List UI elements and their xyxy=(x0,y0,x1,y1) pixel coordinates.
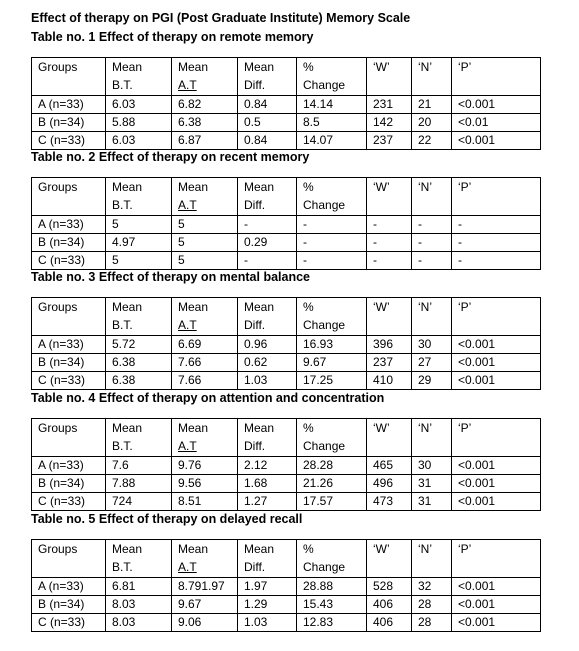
n-value-cell: - xyxy=(412,216,452,234)
mean-at-cell: 7.66 xyxy=(172,372,238,390)
mean-bt-cell: 6.38 xyxy=(106,372,172,390)
mean-bt-cell: 6.38 xyxy=(106,354,172,372)
n-value-cell: 28 xyxy=(412,596,452,614)
header-label: Mean xyxy=(112,180,143,194)
mean-at-cell: 6.69 xyxy=(172,336,238,354)
header-label: % xyxy=(303,300,314,314)
header-label: % xyxy=(303,180,314,194)
p-value-cell: <0.001 xyxy=(452,578,541,596)
header-label: Mean xyxy=(244,421,275,435)
w-value-cell: 237 xyxy=(367,354,412,372)
header-label: Mean xyxy=(244,542,275,556)
header-label: Mean xyxy=(112,542,143,556)
data-table xyxy=(31,297,541,390)
header-label: ‘P’ xyxy=(458,300,472,314)
header-n xyxy=(412,58,452,96)
percent-change-cell: - xyxy=(297,252,367,270)
header-row xyxy=(32,58,541,96)
mean-bt-cell: 6.03 xyxy=(106,96,172,114)
group-cell: B (n=34) xyxy=(32,114,106,132)
p-value-cell: <0.001 xyxy=(452,96,541,114)
header-percent-change xyxy=(297,540,367,578)
n-value-cell: - xyxy=(412,234,452,252)
p-value-cell: - xyxy=(452,216,541,234)
p-value-cell: <0.001 xyxy=(452,372,541,390)
mean-bt-cell: 724 xyxy=(106,493,172,511)
header-label: % xyxy=(303,60,314,74)
header-mean-bt xyxy=(106,540,172,578)
p-value-cell: <0.001 xyxy=(452,596,541,614)
header-label: A.T xyxy=(178,439,197,453)
percent-change-cell: 14.07 xyxy=(297,132,367,150)
header-mean-diff xyxy=(238,419,297,457)
header-w xyxy=(367,58,412,96)
w-value-cell: 142 xyxy=(367,114,412,132)
header-label: ‘N’ xyxy=(418,421,432,435)
header-label: ‘P’ xyxy=(458,542,472,556)
table-row xyxy=(32,578,541,596)
w-value-cell: - xyxy=(367,234,412,252)
mean-diff-cell: 1.68 xyxy=(238,475,297,493)
percent-change-cell: 14.14 xyxy=(297,96,367,114)
percent-change-cell: 9.67 xyxy=(297,354,367,372)
header-n xyxy=(412,298,452,336)
header-label: % xyxy=(303,421,314,435)
table-title: Table no. 2 Effect of therapy on recent memory xyxy=(31,150,310,164)
header-label: Mean xyxy=(178,300,209,314)
mean-at-cell: 8.51 xyxy=(172,493,238,511)
header-label: ‘P’ xyxy=(458,421,472,435)
header-label: B.T. xyxy=(112,439,133,453)
table-row xyxy=(32,493,541,511)
header-label: B.T. xyxy=(112,318,133,332)
header-label: A.T xyxy=(178,198,197,212)
w-value-cell: 473 xyxy=(367,493,412,511)
table-title: Table no. 5 Effect of therapy on delayed recall xyxy=(31,512,303,526)
header-label: Mean xyxy=(112,60,143,74)
header-label: Groups xyxy=(38,542,78,556)
header-label: ‘W’ xyxy=(373,300,390,314)
header-label: Change xyxy=(303,78,346,92)
header-w xyxy=(367,540,412,578)
percent-change-cell: 15.43 xyxy=(297,596,367,614)
header-mean-at xyxy=(172,540,238,578)
table-title: Table no. 3 Effect of therapy on mental balance xyxy=(31,270,310,284)
header-label: A.T xyxy=(178,78,197,92)
mean-diff-cell: 0.62 xyxy=(238,354,297,372)
w-value-cell: - xyxy=(367,216,412,234)
header-mean-at xyxy=(172,419,238,457)
header-label: ‘W’ xyxy=(373,60,390,74)
w-value-cell: 231 xyxy=(367,96,412,114)
table-row xyxy=(32,354,541,372)
data-table xyxy=(31,539,541,632)
header-label: Change xyxy=(303,439,346,453)
n-value-cell: 29 xyxy=(412,372,452,390)
header-label: ‘N’ xyxy=(418,60,432,74)
table-title: Table no. 4 Effect of therapy on attention and concentration xyxy=(31,391,385,405)
mean-diff-cell: 0.84 xyxy=(238,96,297,114)
mean-bt-cell: 6.81 xyxy=(106,578,172,596)
n-value-cell: - xyxy=(412,252,452,270)
mean-bt-cell: 7.6 xyxy=(106,457,172,475)
w-value-cell: - xyxy=(367,252,412,270)
group-cell: B (n=34) xyxy=(32,596,106,614)
mean-at-cell: 9.06 xyxy=(172,614,238,632)
header-label: Groups xyxy=(38,180,78,194)
header-row xyxy=(32,298,541,336)
header-p xyxy=(452,178,541,216)
group-cell: C (n=33) xyxy=(32,493,106,511)
header-label: Groups xyxy=(38,60,78,74)
header-label: Diff. xyxy=(244,318,266,332)
mean-diff-cell: 2.12 xyxy=(238,457,297,475)
mean-at-cell: 6.38 xyxy=(172,114,238,132)
group-cell: C (n=33) xyxy=(32,132,106,150)
header-label: ‘W’ xyxy=(373,542,390,556)
mean-diff-cell: - xyxy=(238,216,297,234)
header-w xyxy=(367,419,412,457)
mean-diff-cell: 0.84 xyxy=(238,132,297,150)
group-cell: A (n=33) xyxy=(32,216,106,234)
header-label: Mean xyxy=(178,542,209,556)
mean-bt-cell: 7.88 xyxy=(106,475,172,493)
header-p xyxy=(452,419,541,457)
header-label: Diff. xyxy=(244,560,266,574)
table-row xyxy=(32,614,541,632)
header-label: ‘P’ xyxy=(458,60,472,74)
header-label: Diff. xyxy=(244,439,266,453)
mean-at-cell: 9.67 xyxy=(172,596,238,614)
header-label: A.T xyxy=(178,318,197,332)
w-value-cell: 406 xyxy=(367,596,412,614)
mean-diff-cell: 1.29 xyxy=(238,596,297,614)
mean-bt-cell: 5.88 xyxy=(106,114,172,132)
w-value-cell: 410 xyxy=(367,372,412,390)
header-mean-bt xyxy=(106,58,172,96)
header-mean-at xyxy=(172,58,238,96)
header-label: Mean xyxy=(178,421,209,435)
group-cell: C (n=33) xyxy=(32,372,106,390)
group-cell: A (n=33) xyxy=(32,457,106,475)
header-mean-diff xyxy=(238,540,297,578)
header-n xyxy=(412,178,452,216)
p-value-cell: <0.001 xyxy=(452,132,541,150)
mean-at-cell: 9.56 xyxy=(172,475,238,493)
p-value-cell: - xyxy=(452,234,541,252)
n-value-cell: 31 xyxy=(412,475,452,493)
n-value-cell: 31 xyxy=(412,493,452,511)
data-table xyxy=(31,418,541,511)
mean-diff-cell: - xyxy=(238,252,297,270)
header-groups xyxy=(32,58,106,96)
header-row xyxy=(32,178,541,216)
mean-bt-cell: 5 xyxy=(106,252,172,270)
header-label: ‘N’ xyxy=(418,542,432,556)
header-p xyxy=(452,298,541,336)
header-mean-bt xyxy=(106,178,172,216)
percent-change-cell: 21.26 xyxy=(297,475,367,493)
header-w xyxy=(367,178,412,216)
mean-diff-cell: 1.27 xyxy=(238,493,297,511)
header-label: Diff. xyxy=(244,78,266,92)
header-label: Change xyxy=(303,198,346,212)
header-label: Groups xyxy=(38,300,78,314)
header-label: Mean xyxy=(112,421,143,435)
header-w xyxy=(367,298,412,336)
percent-change-cell: 16.93 xyxy=(297,336,367,354)
mean-bt-cell: 5 xyxy=(106,216,172,234)
mean-bt-cell: 8.03 xyxy=(106,614,172,632)
n-value-cell: 27 xyxy=(412,354,452,372)
table-row xyxy=(32,252,541,270)
p-value-cell: <0.001 xyxy=(452,457,541,475)
group-cell: B (n=34) xyxy=(32,354,106,372)
header-label: A.T xyxy=(178,560,197,574)
table-row xyxy=(32,596,541,614)
percent-change-cell: 12.83 xyxy=(297,614,367,632)
percent-change-cell: 28.88 xyxy=(297,578,367,596)
w-value-cell: 528 xyxy=(367,578,412,596)
table-row xyxy=(32,457,541,475)
p-value-cell: <0.01 xyxy=(452,114,541,132)
header-label: % xyxy=(303,542,314,556)
mean-at-cell: 9.76 xyxy=(172,457,238,475)
header-label: Change xyxy=(303,560,346,574)
group-cell: B (n=34) xyxy=(32,475,106,493)
header-n xyxy=(412,540,452,578)
mean-diff-cell: 1.97 xyxy=(238,578,297,596)
table-row xyxy=(32,96,541,114)
header-row xyxy=(32,419,541,457)
header-label: ‘W’ xyxy=(373,421,390,435)
group-cell: A (n=33) xyxy=(32,96,106,114)
group-cell: C (n=33) xyxy=(32,252,106,270)
table-row xyxy=(32,132,541,150)
w-value-cell: 396 xyxy=(367,336,412,354)
n-value-cell: 28 xyxy=(412,614,452,632)
header-label: Mean xyxy=(178,180,209,194)
header-label: ‘P’ xyxy=(458,180,472,194)
table-row xyxy=(32,216,541,234)
mean-bt-cell: 4.97 xyxy=(106,234,172,252)
n-value-cell: 30 xyxy=(412,336,452,354)
w-value-cell: 406 xyxy=(367,614,412,632)
n-value-cell: 21 xyxy=(412,96,452,114)
mean-diff-cell: 0.96 xyxy=(238,336,297,354)
header-mean-diff xyxy=(238,58,297,96)
percent-change-cell: - xyxy=(297,234,367,252)
group-cell: C (n=33) xyxy=(32,614,106,632)
p-value-cell: <0.001 xyxy=(452,354,541,372)
table-row xyxy=(32,234,541,252)
mean-at-cell: 5 xyxy=(172,216,238,234)
p-value-cell: <0.001 xyxy=(452,493,541,511)
header-groups xyxy=(32,178,106,216)
header-label: Groups xyxy=(38,421,78,435)
header-groups xyxy=(32,419,106,457)
header-mean-bt xyxy=(106,419,172,457)
document-heading: Effect of therapy on PGI (Post Graduate Institute) Memory Scale xyxy=(31,11,411,25)
header-percent-change xyxy=(297,178,367,216)
header-p xyxy=(452,540,541,578)
n-value-cell: 20 xyxy=(412,114,452,132)
w-value-cell: 465 xyxy=(367,457,412,475)
header-label: Mean xyxy=(244,60,275,74)
n-value-cell: 32 xyxy=(412,578,452,596)
header-label: Mean xyxy=(178,60,209,74)
mean-at-cell: 8.791.97 xyxy=(172,578,238,596)
header-percent-change xyxy=(297,419,367,457)
header-mean-at xyxy=(172,178,238,216)
header-label: B.T. xyxy=(112,198,133,212)
header-label: Mean xyxy=(244,300,275,314)
header-mean-at xyxy=(172,298,238,336)
data-table xyxy=(31,57,541,150)
mean-at-cell: 5 xyxy=(172,234,238,252)
mean-bt-cell: 6.03 xyxy=(106,132,172,150)
n-value-cell: 22 xyxy=(412,132,452,150)
percent-change-cell: 8.5 xyxy=(297,114,367,132)
header-label: ‘N’ xyxy=(418,180,432,194)
group-cell: A (n=33) xyxy=(32,336,106,354)
table-row xyxy=(32,475,541,493)
header-groups xyxy=(32,540,106,578)
header-label: Mean xyxy=(112,300,143,314)
header-label: ‘N’ xyxy=(418,300,432,314)
table-row xyxy=(32,336,541,354)
header-label: B.T. xyxy=(112,560,133,574)
table-row xyxy=(32,372,541,390)
group-cell: B (n=34) xyxy=(32,234,106,252)
p-value-cell: <0.001 xyxy=(452,336,541,354)
table-row xyxy=(32,114,541,132)
header-label: Diff. xyxy=(244,198,266,212)
header-label: Mean xyxy=(244,180,275,194)
percent-change-cell: 28.28 xyxy=(297,457,367,475)
w-value-cell: 237 xyxy=(367,132,412,150)
mean-at-cell: 7.66 xyxy=(172,354,238,372)
header-percent-change xyxy=(297,58,367,96)
percent-change-cell: 17.57 xyxy=(297,493,367,511)
mean-at-cell: 6.82 xyxy=(172,96,238,114)
percent-change-cell: 17.25 xyxy=(297,372,367,390)
header-label: Change xyxy=(303,318,346,332)
mean-at-cell: 5 xyxy=(172,252,238,270)
p-value-cell: - xyxy=(452,252,541,270)
p-value-cell: <0.001 xyxy=(452,475,541,493)
header-n xyxy=(412,419,452,457)
header-mean-diff xyxy=(238,298,297,336)
header-groups xyxy=(32,298,106,336)
header-percent-change xyxy=(297,298,367,336)
mean-diff-cell: 1.03 xyxy=(238,372,297,390)
header-row xyxy=(32,540,541,578)
mean-bt-cell: 5.72 xyxy=(106,336,172,354)
header-label: ‘W’ xyxy=(373,180,390,194)
header-mean-diff xyxy=(238,178,297,216)
header-p xyxy=(452,58,541,96)
n-value-cell: 30 xyxy=(412,457,452,475)
mean-diff-cell: 1.03 xyxy=(238,614,297,632)
header-mean-bt xyxy=(106,298,172,336)
percent-change-cell: - xyxy=(297,216,367,234)
group-cell: A (n=33) xyxy=(32,578,106,596)
mean-diff-cell: 0.5 xyxy=(238,114,297,132)
w-value-cell: 496 xyxy=(367,475,412,493)
p-value-cell: <0.001 xyxy=(452,614,541,632)
mean-at-cell: 6.87 xyxy=(172,132,238,150)
table-title: Table no. 1 Effect of therapy on remote memory xyxy=(31,30,314,44)
header-label: B.T. xyxy=(112,78,133,92)
data-table xyxy=(31,177,541,270)
mean-bt-cell: 8.03 xyxy=(106,596,172,614)
mean-diff-cell: 0.29 xyxy=(238,234,297,252)
